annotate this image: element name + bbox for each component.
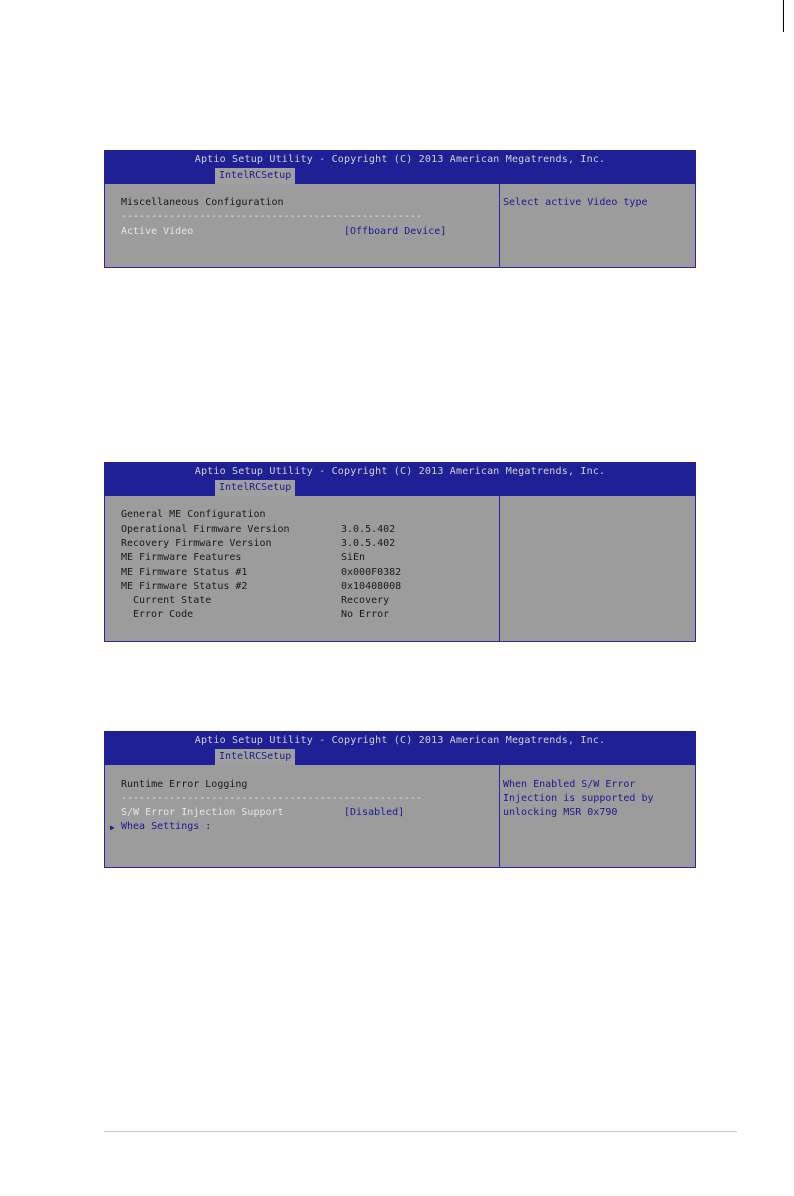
row-label: ME Firmware Status #1 [121, 567, 248, 578]
row-value: 3.0.5.402 [341, 524, 396, 535]
bios-screen-me [104, 462, 696, 642]
sw-error-injection-value[interactable]: [Disabled] [344, 807, 405, 818]
row-value: 0x000F0382 [341, 567, 402, 578]
help-divider [499, 496, 500, 641]
tab-intelrcsetup[interactable]: IntelRCSetup [215, 480, 295, 496]
row-value: 3.0.5.402 [341, 538, 396, 549]
footer-rule [104, 1131, 737, 1132]
whea-settings-submenu[interactable]: Whea Settings : [121, 821, 212, 832]
bios-title: Aptio Setup Utility - Copyright (C) 2013 American Megatrends, Inc. [194, 154, 606, 165]
bios-body [104, 765, 696, 868]
help-divider [499, 184, 500, 267]
help-text-line: When Enabled S/W Error [503, 779, 636, 790]
row-label: Current State [133, 595, 212, 606]
help-text-line: unlocking MSR 0x790 [503, 807, 618, 818]
bios-title: Aptio Setup Utility - Copyright (C) 2013 American Megatrends, Inc. [194, 466, 606, 477]
bios-header [104, 731, 696, 765]
row-label: Recovery Firmware Version [121, 538, 272, 549]
row-value: No Error [341, 609, 390, 620]
row-label: Error Code [133, 609, 194, 620]
row-value: SiEn [341, 552, 366, 563]
bios-screen-runtime-error [104, 731, 696, 868]
row-value: 0x10408008 [341, 581, 402, 592]
separator: -------------------------------------------------- [121, 211, 423, 222]
section-heading: Runtime Error Logging [121, 779, 248, 790]
row-label: Operational Firmware Version [121, 524, 290, 535]
help-divider [499, 765, 500, 867]
bios-body [104, 184, 696, 268]
page-corner-mark [783, 0, 784, 32]
row-label: ME Firmware Status #2 [121, 581, 248, 592]
bios-title: Aptio Setup Utility - Copyright (C) 2013 American Megatrends, Inc. [194, 735, 606, 746]
section-heading: Miscellaneous Configuration [121, 197, 284, 208]
tab-intelrcsetup[interactable]: IntelRCSetup [215, 749, 295, 765]
bios-header [104, 150, 696, 184]
help-text: Select active Video type [503, 197, 648, 208]
help-text-line: Injection is supported by [503, 793, 654, 804]
bios-body [104, 496, 696, 642]
active-video-value[interactable]: [Offboard Device] [344, 226, 447, 237]
tab-intelrcsetup[interactable]: IntelRCSetup [215, 168, 295, 184]
row-label: ME Firmware Features [121, 552, 242, 563]
separator: -------------------------------------------------- [121, 793, 423, 804]
submenu-arrow-icon: ▶ [110, 823, 115, 832]
active-video-label[interactable]: Active Video [121, 226, 194, 237]
sw-error-injection-label[interactable]: S/W Error Injection Support [121, 807, 284, 818]
section-heading: General ME Configuration [121, 509, 266, 520]
bios-screen-misc [104, 150, 696, 268]
row-value: Recovery [341, 595, 390, 606]
bios-header [104, 462, 696, 496]
